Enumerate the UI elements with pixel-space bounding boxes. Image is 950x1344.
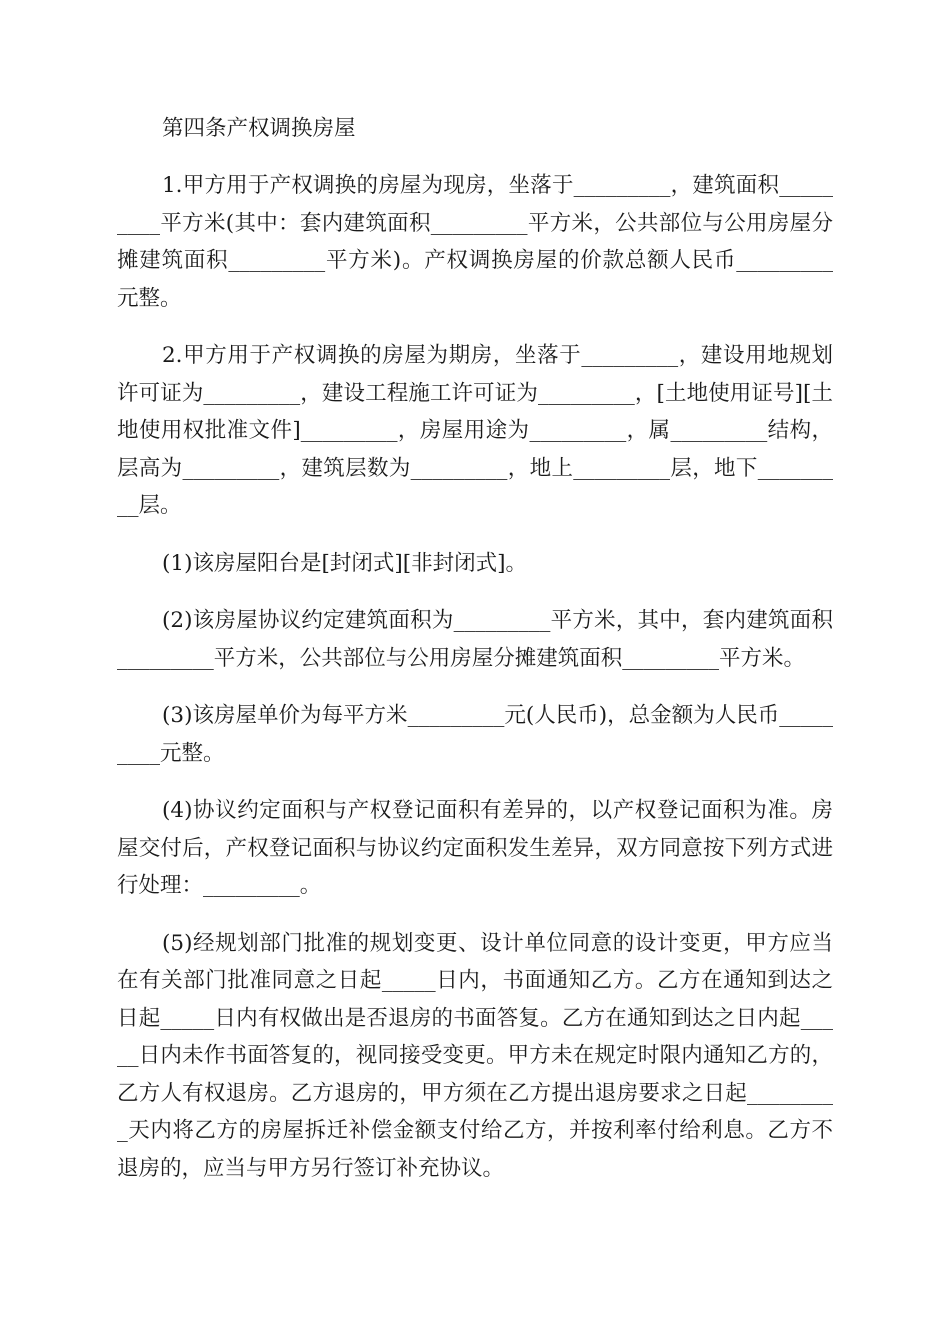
sub-clause-4-area-difference: (4)协议约定面积与产权登记面积有差异的，以产权登记面积为准。房屋交付后，产权登记面积与协议约定面积发生差异，双方同意按下列方式进行处理：_________。 [117, 798, 833, 898]
clause-1-current-house: 1.甲方用于产权调换的房屋为现房，坐落于_________，建筑面积_________平方米(其中：套内建筑面积_________平方米，公共部位与公用房屋分摊建筑面积_________平方米)。产权调换房屋的价款总额人民币_________元整。 [117, 173, 833, 311]
document-page [117, 110, 833, 1207]
sub-clause-3-price: (3)该房屋单价为每平方米_________元(人民币)，总金额为人民币_________元整。 [117, 703, 833, 766]
clause-2-future-house: 2.甲方用于产权调换的房屋为期房，坐落于_________，建设用地规划许可证为_________，建设工程施工许可证为_________，[土地使用证号][土地使用权批准文件]_________，房屋用途为_________，属_________结构，层高为_________，建筑层数为_________，地上_________层，地下_________层。 [117, 343, 833, 518]
sub-clause-2-area: (2)该房屋协议约定建筑面积为_________平方米，其中，套内建筑面积_________平方米，公共部位与公用房屋分摊建筑面积_________平方米。 [117, 608, 833, 671]
sub-clause-1-balcony: (1)该房屋阳台是[封闭式][非封闭式]。 [162, 550, 528, 576]
article-heading: 第四条产权调换房屋 [162, 116, 356, 141]
sub-clause-5-plan-change: (5)经规划部门批准的规划变更、设计单位同意的设计变更，甲方应当在有关部门批准同意之日起_____日内，书面通知乙方。乙方在通知到达之日起_____日内有权做出是否退房的书面答复。乙方在通知到达之日内起_____日内未作书面答复的，视同接受变更。甲方未在规定时限内通知乙方的，乙方人有权退房。乙方退房的，甲方须在乙方提出退房要求之日起_________天内将乙方的房屋拆迁补偿金额支付给乙方，并按利率付给利息。乙方不退房的，应当与甲方另行签订补充协议。 [117, 930, 833, 1181]
